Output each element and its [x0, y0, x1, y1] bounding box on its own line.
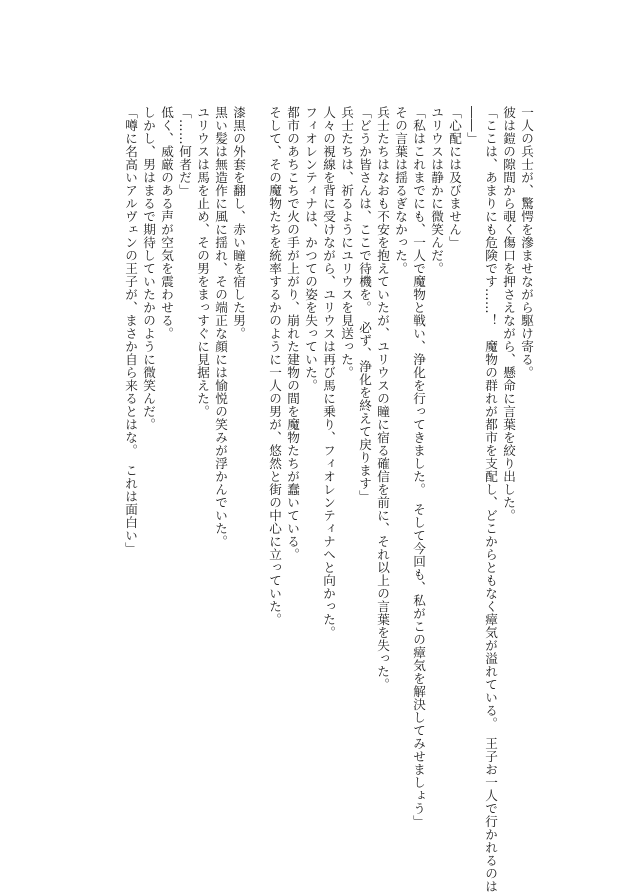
text-line: 低く、威厳のある声が空気を震わせる。 — [159, 106, 174, 340]
text-line: ユリウスは馬を止め、その男をまっすぐに見据えた。 — [195, 106, 210, 418]
text-line: 「心配には及びません」 — [447, 106, 462, 249]
text-line: 「……何者だ」 — [177, 106, 192, 197]
text-line: 一人の兵士が、驚愕を滲ませながら駆け寄る。 — [519, 106, 534, 379]
text-line: 彼は鎧の隙間から覗く傷口を押さえながら、懸命に言葉を絞り出した。 — [501, 106, 516, 522]
text-line: 「私はこれまでにも、一人で魔物と戦い、浄化を行ってきました。 そして今回も、私がこの瘴気を解決してみせましょう」 — [411, 106, 426, 828]
text-line: 兵士たちは、祈るようにユリウスを見送った。 — [339, 106, 354, 379]
text-line: 「噂に名高いアルヴェンの王子が、まさか自ら来るとはな。 これは面白い」 — [123, 106, 138, 555]
text-line: 都市のあちこちで火の手が上がり、崩れた建物の間を魔物たちが蠢いている。 — [285, 106, 300, 561]
section-break — [247, 106, 265, 806]
text-line: 漆黒の外套を翻し、赤い瞳を宿した男。 — [231, 106, 246, 340]
text-line: 兵士たちはなおも不安を抱えていたが、ユリウスの瞳に宿る確信を前に、それ以上の言葉を失った。 — [375, 106, 390, 691]
text-line: 人々の視線を背に受けながら、ユリウスは再び馬に乗り、フィオレンティナへと向かった。 — [321, 106, 336, 639]
text-line: 「ここは、あまりにも危険です……！ 魔物の群れが都市を支配し、どこからともなく瘴気が溢れている。 王子お一人で行かれるのは — [483, 106, 498, 893]
text-line: ユリウスは静かに微笑んだ。 — [429, 106, 444, 275]
text-line: ――」 — [465, 106, 480, 145]
vertical-text-body — [121, 106, 535, 893]
text-line: その言葉は揺るぎなかった。 — [393, 106, 408, 275]
text-line: しかし、男はまるで期待していたかのように微笑んだ。 — [141, 106, 156, 431]
text-line: フィオレンティナは、かつての姿を失っていた。 — [303, 106, 318, 392]
text-line: 黒い髪は無造作に風に揺れ、その端正な顔には愉悦の笑みが浮かんでいた。 — [213, 106, 228, 548]
text-line: 「どうか皆さんは、ここで待機を。 必ず、浄化を終えて戻ります」 — [357, 106, 372, 503]
text-line: そして、その魔物たちを統率するかのように一人の男が、悠然と街の中心に立っていた。 — [267, 106, 282, 626]
